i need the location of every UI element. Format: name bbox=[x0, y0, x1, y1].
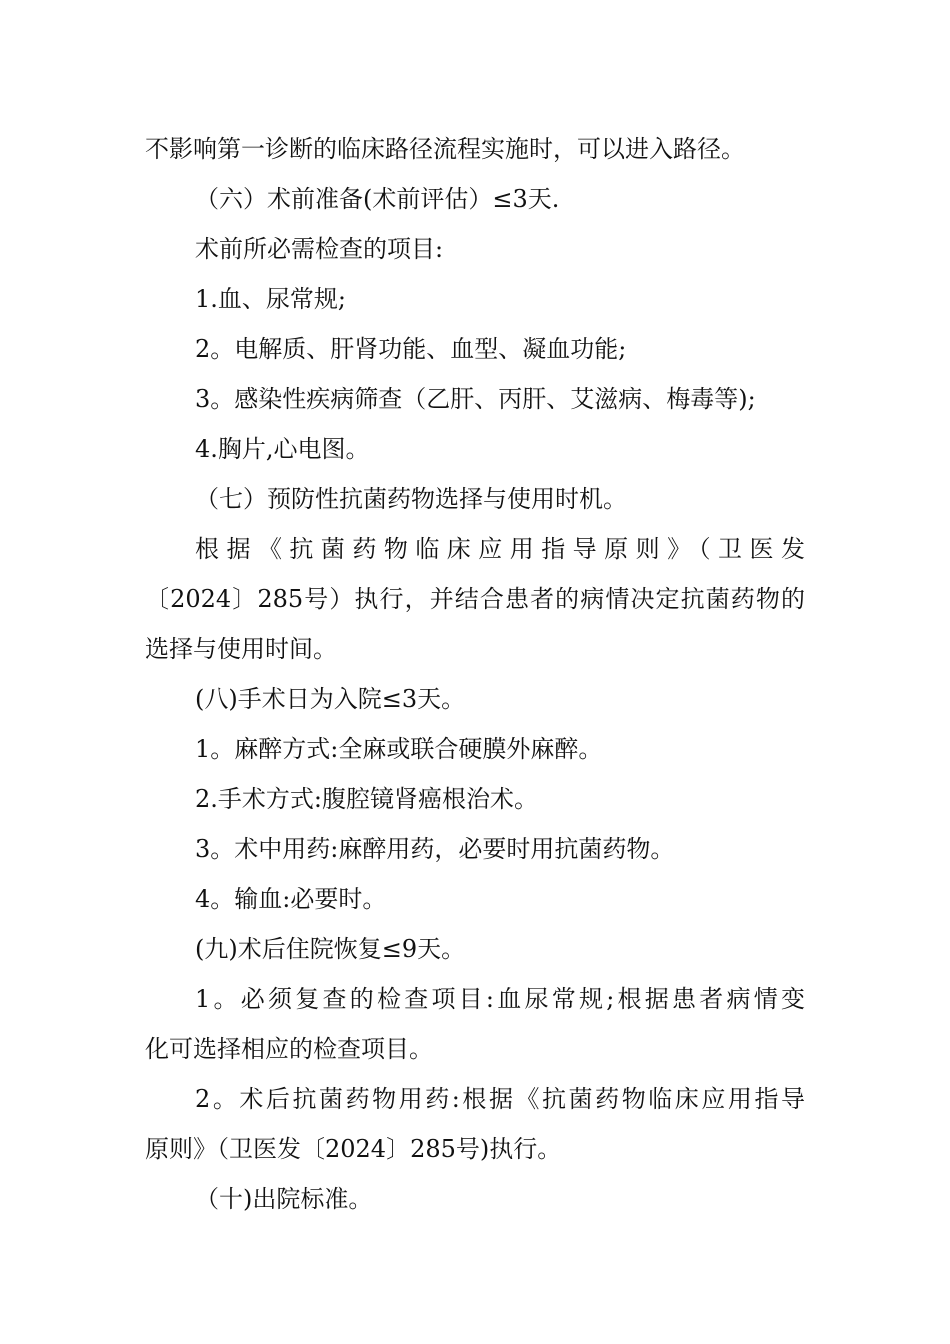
paragraph-line: 〔2024〕285号）执行，并结合患者的病情决定抗菌药物的 bbox=[145, 585, 805, 613]
section-heading-6: （六）术前准备(术前评估）≤3天. bbox=[195, 185, 560, 213]
paragraph-line: 2。术后抗菌药物用药:根据《抗菌药物临床应用指导 bbox=[195, 1085, 805, 1113]
section-heading-9: (九)术后住院恢复≤9天。 bbox=[195, 935, 466, 963]
paragraph-line: 化可选择相应的检查项目。 bbox=[145, 1035, 433, 1063]
text-line-1: 不影响第一诊断的临床路径流程实施时，可以进入路径。 bbox=[145, 135, 745, 163]
section-heading-10: （十)出院标准。 bbox=[195, 1185, 373, 1213]
paragraph-line: 1。必须复查的检查项目:血尿常规;根据患者病情变 bbox=[195, 985, 805, 1013]
list-item: 1。麻醉方式:全麻或联合硬膜外麻醉。 bbox=[195, 735, 603, 763]
section-heading-7: （七）预防性抗菌药物选择与使用时机。 bbox=[195, 485, 627, 513]
list-item: 3。术中用药:麻醉用药，必要时用抗菌药物。 bbox=[195, 835, 675, 863]
paragraph-line: 选择与使用时间。 bbox=[145, 635, 337, 663]
list-item: 4.胸片,心电图。 bbox=[195, 435, 370, 463]
section-heading-8: (八)手术日为入院≤3天。 bbox=[195, 685, 466, 713]
list-item: 2.手术方式:腹腔镜肾癌根治术。 bbox=[195, 785, 538, 813]
list-item: 2。电解质、肝肾功能、血型、凝血功能; bbox=[195, 335, 627, 363]
paragraph-line: 原则》（卫医发〔2024〕285号)执行。 bbox=[145, 1135, 562, 1163]
list-item: 1.血、尿常规; bbox=[195, 285, 346, 313]
list-item: 3。感染性疾病筛查（乙肝、丙肝、艾滋病、梅毒等); bbox=[195, 385, 756, 413]
text-line-3: 术前所必需检查的项目: bbox=[195, 235, 444, 263]
paragraph-line: 根据《抗菌药物临床应用指导原则》（卫医发 bbox=[195, 535, 805, 563]
list-item: 4。输血:必要时。 bbox=[195, 885, 387, 913]
